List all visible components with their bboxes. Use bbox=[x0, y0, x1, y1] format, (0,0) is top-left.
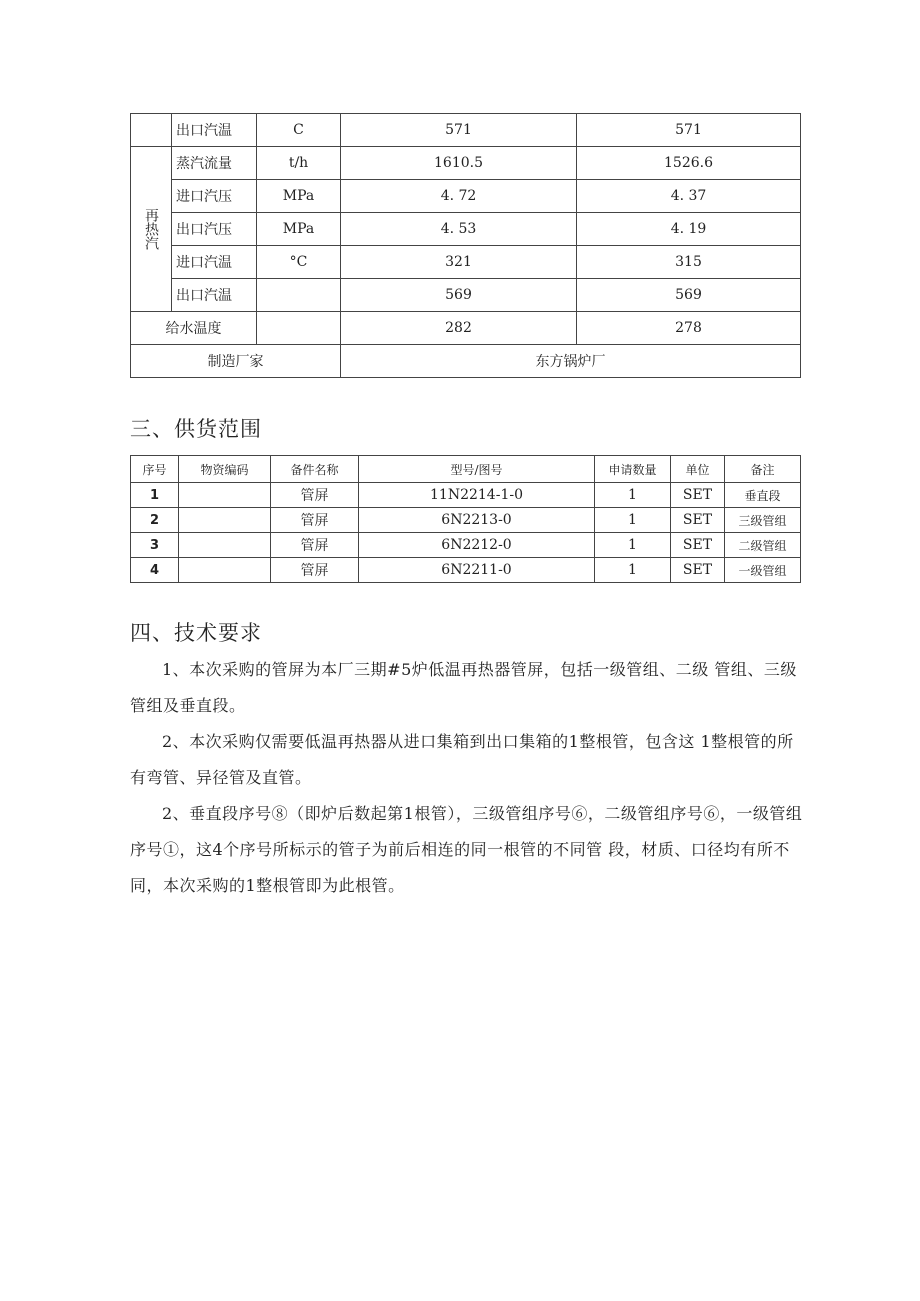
table-row bbox=[131, 147, 801, 180]
table-row bbox=[131, 533, 801, 558]
param-name: 出口汽压 bbox=[172, 213, 257, 246]
group-cell-empty bbox=[131, 114, 172, 147]
param-value-1: 569 bbox=[341, 279, 577, 312]
requirement-paragraph-1: 1、本次采购的管屏为本厂三期#5炉低温再热器管屏，包括一级管组、二级 管组、三级管组及垂直段。 bbox=[130, 660, 797, 715]
manufacturer-value: 东方锅炉厂 bbox=[341, 345, 801, 378]
row-code bbox=[179, 533, 271, 558]
param-name: 蒸汽流量 bbox=[172, 147, 257, 180]
column-header: 备注 bbox=[725, 456, 801, 483]
table-row bbox=[131, 558, 801, 583]
row-note: 一级管组 bbox=[725, 558, 801, 583]
row-qty: 1 bbox=[595, 508, 671, 533]
requirement-paragraph-2: 2、本次采购仅需要低温再热器从进口集箱到出口集箱的1整根管，包含这 1整根管的所有弯管、异径管及直管。 bbox=[130, 732, 794, 787]
param-value-2: 4. 37 bbox=[577, 180, 801, 213]
section-title-technical-requirements: 四、技术要求 bbox=[130, 621, 262, 645]
row-model: 11N2214-1-0 bbox=[359, 483, 595, 508]
row-seq: 1 bbox=[131, 483, 179, 508]
table-row bbox=[131, 508, 801, 533]
column-header: 型号/图号 bbox=[359, 456, 595, 483]
param-value-1: 571 bbox=[341, 114, 577, 147]
param-unit: C bbox=[257, 114, 341, 147]
column-header: 单位 bbox=[671, 456, 725, 483]
row-note: 三级管组 bbox=[725, 508, 801, 533]
row-code bbox=[179, 508, 271, 533]
row-part-name: 管屏 bbox=[271, 533, 359, 558]
manufacturer-label: 制造厂家 bbox=[131, 345, 341, 378]
table-row bbox=[131, 213, 801, 246]
feedwater-temp-label: 给水温度 bbox=[131, 312, 257, 345]
requirement-paragraph-3: 2、垂直段序号⑧（即炉后数起第1根管），三级管组序号⑥，二级管组序号⑥，一级管组序号①，这4个序号所标示的管子为前后相连的同一根管的不同管 段，材质、口径均有所不同，本次采购的1整根管即为此根管。 bbox=[130, 804, 803, 895]
row-seq: 3 bbox=[131, 533, 179, 558]
row-part-name: 管屏 bbox=[271, 508, 359, 533]
param-unit: °C bbox=[257, 246, 341, 279]
row-qty: 1 bbox=[595, 558, 671, 583]
column-header: 申请数量 bbox=[595, 456, 671, 483]
parameter-table bbox=[130, 113, 801, 378]
param-value-2: 571 bbox=[577, 114, 801, 147]
param-unit bbox=[257, 279, 341, 312]
param-unit: MPa bbox=[257, 180, 341, 213]
row-seq: 2 bbox=[131, 508, 179, 533]
param-value-1: 282 bbox=[341, 312, 577, 345]
row-model: 6N2213-0 bbox=[359, 508, 595, 533]
column-header: 序号 bbox=[131, 456, 179, 483]
table-row bbox=[131, 483, 801, 508]
row-unit: SET bbox=[671, 508, 725, 533]
param-value-2: 315 bbox=[577, 246, 801, 279]
param-unit bbox=[257, 312, 341, 345]
param-value-2: 569 bbox=[577, 279, 801, 312]
table-row bbox=[131, 114, 801, 147]
param-name: 进口汽压 bbox=[172, 180, 257, 213]
table-row bbox=[131, 180, 801, 213]
param-value-1: 4. 53 bbox=[341, 213, 577, 246]
row-qty: 1 bbox=[595, 483, 671, 508]
table-row bbox=[131, 312, 801, 345]
param-value-2: 278 bbox=[577, 312, 801, 345]
row-code bbox=[179, 483, 271, 508]
row-qty: 1 bbox=[595, 533, 671, 558]
table-header-row bbox=[131, 456, 801, 483]
row-unit: SET bbox=[671, 483, 725, 508]
param-value-2: 1526.6 bbox=[577, 147, 801, 180]
param-value-1: 321 bbox=[341, 246, 577, 279]
row-unit: SET bbox=[671, 533, 725, 558]
row-part-name: 管屏 bbox=[271, 558, 359, 583]
column-header: 物资编码 bbox=[179, 456, 271, 483]
table-row bbox=[131, 246, 801, 279]
param-name: 出口汽温 bbox=[172, 279, 257, 312]
param-value-1: 1610.5 bbox=[341, 147, 577, 180]
column-header: 备件名称 bbox=[271, 456, 359, 483]
row-note: 二级管组 bbox=[725, 533, 801, 558]
row-unit: SET bbox=[671, 558, 725, 583]
row-seq: 4 bbox=[131, 558, 179, 583]
param-name: 出口汽温 bbox=[172, 114, 257, 147]
param-value-1: 4. 72 bbox=[341, 180, 577, 213]
reheat-steam-group-label: 再热汽 bbox=[131, 147, 172, 312]
param-value-2: 4. 19 bbox=[577, 213, 801, 246]
param-unit: t/h bbox=[257, 147, 341, 180]
table-row bbox=[131, 279, 801, 312]
row-part-name: 管屏 bbox=[271, 483, 359, 508]
row-model: 6N2211-0 bbox=[359, 558, 595, 583]
section-title-supply-scope: 三、供货范围 bbox=[130, 417, 262, 441]
row-note: 垂直段 bbox=[725, 483, 801, 508]
param-unit: MPa bbox=[257, 213, 341, 246]
table-row bbox=[131, 345, 801, 378]
supply-table bbox=[130, 455, 801, 583]
row-model: 6N2212-0 bbox=[359, 533, 595, 558]
param-name: 进口汽温 bbox=[172, 246, 257, 279]
row-code bbox=[179, 558, 271, 583]
